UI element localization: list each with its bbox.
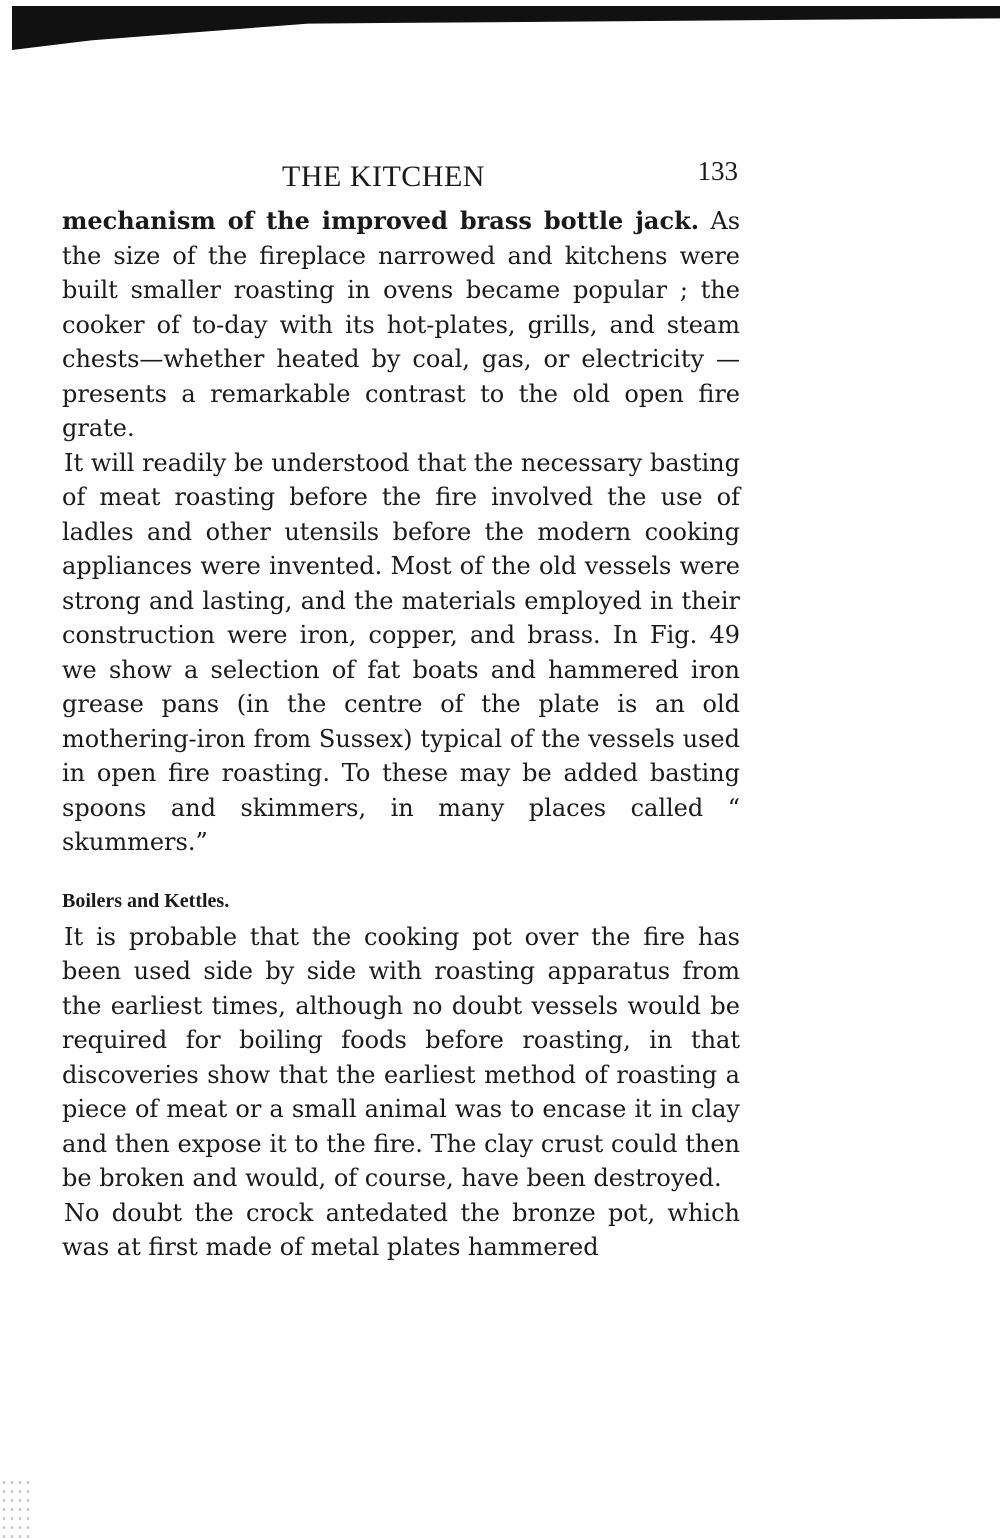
scan-noise (0, 1478, 30, 1538)
scan-edge-shadow (12, 6, 1000, 50)
running-head (62, 156, 740, 204)
paragraph-lead-text: mechanism of the improved brass bottle jack. (62, 206, 700, 235)
page-title: THE KITCHEN (282, 160, 485, 193)
paragraph-continuation (62, 204, 740, 446)
section-heading: Boilers and Kettles. (62, 889, 230, 912)
paragraph-body-text: As the size of the fireplace narrowed and kitchens were built smaller roasting in ovens became popular ; the cooker of to-day with its hot-plates, grills, and steam chests—whether heated by coal, gas, or electricity —presents a remarkable contrast to the old open fire grate. (62, 207, 741, 442)
book-page (62, 156, 740, 1265)
paragraph-cooking-pot: It is probable that the cooking pot over the fire has been used side by side with roasting apparatus from the earliest times, although no doubt vessels would be required for boiling foods before roasting, in that discoveries show that the earliest method of roasting a piece of meat or a small animal was to encase it in clay and then expose it to the fire. The clay crust could then be broken and would, of course, have been destroyed. (62, 922, 740, 1192)
paragraph-basting: It will readily be understood that the necessary basting of meat roasting before the fire involved the use of ladles and other utensils before the modern cooking appliances were invented. Most of the old vessels were strong and lasting, and the materials employed in their construction were iron, copper, and brass. In Fig. 49 we show a selection of fat boats and hammered iron grease pans (in the centre of the plate is an old mothering-iron from Sussex) typical of the vessels used in open fire roasting. To these may be added basting spoons and skimmers, in many places called “ skummers.” (62, 448, 740, 856)
paragraph-crock: No doubt the crock antedated the bronze pot, which was at first made of metal plates hammered (62, 1198, 740, 1261)
page-number: 133 (697, 156, 738, 186)
